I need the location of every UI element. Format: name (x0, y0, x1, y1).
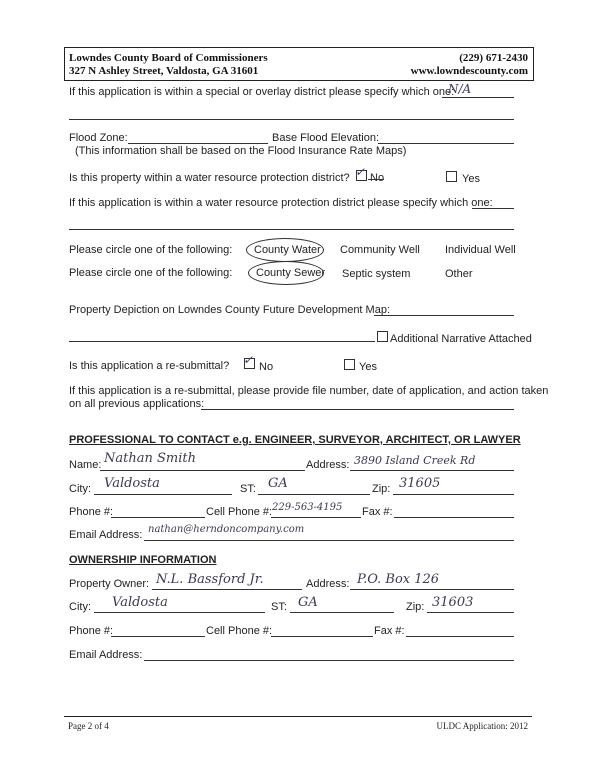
county-sewer-circle (248, 261, 324, 285)
circle-water-label: Please circle one of the following: (69, 244, 233, 256)
prof-zip-value: 31605 (399, 476, 441, 491)
prof-cell-value: 229-563-4195 (272, 502, 343, 513)
prof-zip-line[interactable] (393, 494, 514, 495)
future-map-line-2[interactable] (69, 341, 375, 342)
special-district-value: N/A (448, 82, 472, 96)
owner-address-line[interactable] (350, 589, 514, 590)
prof-city-line[interactable] (94, 494, 232, 495)
owner-city-line[interactable] (94, 612, 265, 613)
check-mark-icon: ✓ (355, 165, 366, 179)
option-county-water[interactable]: County Water (254, 244, 321, 256)
prof-name-label: Name: (69, 459, 102, 471)
prof-email-line[interactable] (144, 540, 514, 541)
owner-st-value: GA (298, 595, 318, 610)
resubmittal-yes-checkbox[interactable] (344, 359, 355, 370)
prof-name-value: Nathan Smith (104, 451, 196, 466)
future-map-line[interactable] (374, 315, 514, 316)
prof-city-value: Valdosta (104, 476, 160, 491)
owner-label: Property Owner: (69, 578, 150, 590)
owner-zip-value: 31603 (432, 595, 474, 610)
water-resource-question: Is this property within a water resource protection district? (69, 172, 350, 184)
owner-fax-line[interactable] (406, 636, 514, 637)
water-resource-yes-label: Yes (462, 173, 480, 185)
prof-fax-line[interactable] (394, 517, 514, 518)
owner-st-label: ST: (271, 601, 287, 613)
owner-city-value: Valdosta (112, 595, 168, 610)
owner-email-line[interactable] (144, 660, 514, 661)
option-community-well[interactable]: Community Well (340, 244, 420, 256)
special-district-line[interactable] (442, 97, 514, 98)
option-septic-system[interactable]: Septic system (342, 268, 411, 280)
header-org: Lowndes County Board of Commissioners (69, 52, 268, 64)
prof-st-value: GA (268, 476, 288, 491)
special-district-label: If this application is within a special or overlay district please specify which one: (69, 86, 455, 98)
owner-cell-line[interactable] (271, 636, 373, 637)
prof-st-line[interactable] (258, 494, 370, 495)
footer-page: Page 2 of 4 (68, 721, 109, 731)
resubmittal-question: Is this application a re-submittal? (69, 360, 230, 372)
resubmittal-detail-2: on all previous applications: (69, 398, 205, 410)
no-strike-line (368, 179, 384, 180)
flood-zone-line[interactable] (128, 143, 268, 144)
prof-email-label: Email Address: (69, 529, 143, 541)
resubmittal-line[interactable] (201, 409, 514, 410)
prof-phone-line[interactable] (111, 517, 205, 518)
footer-rule (64, 716, 532, 717)
owner-value: N.L. Bassford Jr. (156, 572, 264, 587)
owner-line[interactable] (152, 589, 302, 590)
prof-address-value: 3890 Island Creek Rd (354, 454, 476, 467)
owner-city-label: City: (69, 601, 91, 613)
check-mark-icon: ✓ (243, 353, 254, 367)
prof-address-line[interactable] (350, 470, 514, 471)
water-resource-yes-checkbox[interactable] (446, 171, 457, 182)
base-flood-label: Base Flood Elevation: (272, 132, 380, 144)
owner-zip-line[interactable] (427, 612, 514, 613)
water-resource-specify-line-2[interactable] (69, 229, 514, 230)
owner-zip-label: Zip: (406, 601, 425, 613)
owner-cell-label: Cell Phone #: (206, 625, 273, 637)
owner-address-value: P.O. Box 126 (357, 572, 440, 587)
prof-fax-label: Fax #: (362, 506, 393, 518)
prof-city-label: City: (69, 483, 91, 495)
header-phone: (229) 671-2430 (459, 52, 528, 64)
narrative-label: Additional Narrative Attached (390, 333, 532, 345)
resubmittal-no-label: No (259, 361, 274, 373)
prof-cell-label: Cell Phone #: (206, 506, 273, 518)
option-individual-well[interactable]: Individual Well (445, 244, 516, 256)
water-resource-specify-label: If this application is within a water resource protection district please specify which one: (69, 197, 493, 209)
prof-address-label: Address: (306, 459, 350, 471)
owner-email-label: Email Address: (69, 649, 143, 661)
water-resource-no-label: No (370, 172, 385, 184)
owner-fax-label: Fax #: (374, 625, 405, 637)
base-flood-line[interactable] (378, 143, 514, 144)
option-other[interactable]: Other (445, 268, 473, 280)
header-website: www.lowndescounty.com (410, 65, 528, 77)
circle-sewer-label: Please circle one of the following: (69, 267, 233, 279)
future-map-label: Property Depiction on Lowndes County Future Development Map: (69, 304, 391, 316)
resubmittal-yes-label: Yes (359, 361, 377, 373)
prof-name-line[interactable] (100, 470, 305, 471)
narrative-checkbox[interactable] (377, 331, 388, 342)
prof-st-label: ST: (240, 483, 256, 495)
option-county-sewer[interactable]: County Sewer (256, 267, 326, 279)
prof-zip-label: Zip: (372, 483, 391, 495)
flood-zone-label: Flood Zone: (69, 132, 128, 144)
prof-cell-line[interactable] (271, 517, 361, 518)
ownership-heading: OWNERSHIP INFORMATION (69, 554, 217, 566)
owner-phone-line[interactable] (111, 636, 205, 637)
footer-form: ULDC Application: 2012 (436, 721, 528, 731)
professional-heading: PROFESSIONAL TO CONTACT e.g. ENGINEER, SURVEYOR, ARCHITECT, OR LAWYER (69, 434, 521, 446)
owner-address-label: Address: (306, 578, 350, 590)
resubmittal-detail-1: If this application is a re-submittal, please provide file number, date of application, and action taken (69, 385, 549, 397)
prof-phone-label: Phone #: (69, 506, 114, 518)
owner-st-line[interactable] (290, 612, 394, 613)
county-water-circle (246, 238, 324, 262)
header-address: 327 N Ashley Street, Valdosta, GA 31601 (69, 65, 259, 77)
water-resource-specify-line[interactable] (472, 208, 514, 209)
owner-phone-label: Phone #: (69, 625, 114, 637)
prof-email-value: nathan@herndoncompany.com (148, 524, 305, 535)
flood-note: (This information shall be based on the Flood Insurance Rate Maps) (75, 145, 407, 157)
special-district-line-2[interactable] (69, 119, 514, 120)
